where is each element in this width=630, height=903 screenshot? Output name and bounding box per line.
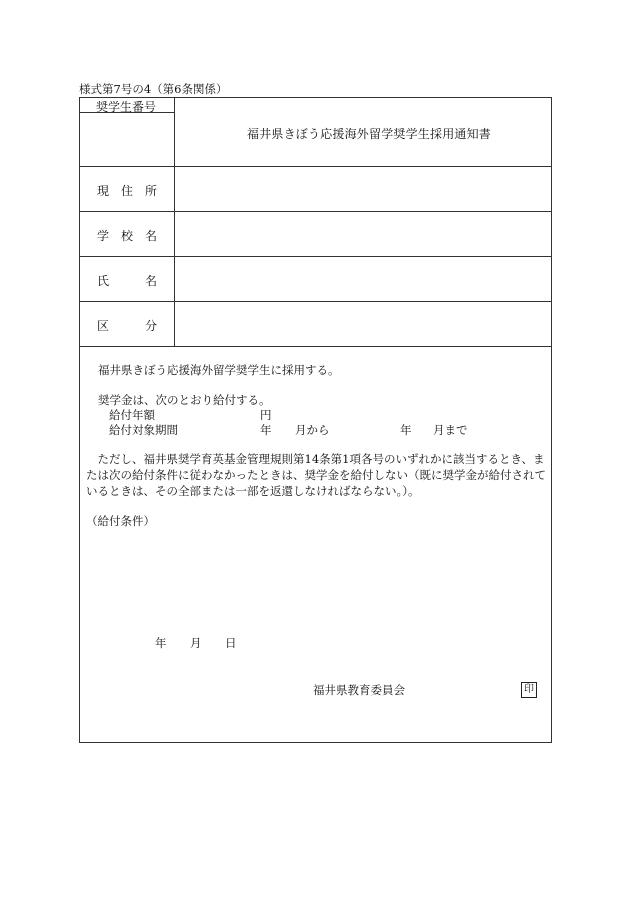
date-month: 月 [190, 636, 202, 650]
form-number: 様式第7号の4（第6条関係） [79, 82, 228, 96]
period-year-until: 年 [400, 423, 412, 437]
label-char: 氏 [97, 274, 110, 288]
divider [79, 211, 552, 212]
label-char: 所 [145, 184, 158, 198]
proviso-paragraph: ただし、福井県奨学育英基金管理規則第14条第1項各号のいずれかに該当するとき、または次の給付条件に従わなかったときは、奨学金を給付しない（既に奨学金が給付されているときは、その全部または一部を返還しなければならない。）。 [86, 452, 546, 498]
period-month-until: 月まで [433, 423, 468, 437]
date-year: 年 [155, 636, 167, 650]
period-label: 給付対象期間 [109, 423, 178, 437]
conditions-label: （給付条件） [86, 514, 155, 528]
label-char: 現 [97, 184, 110, 198]
seal-mark: 印 [521, 682, 537, 698]
scholarship-number-label: 奨学生番号 [96, 100, 157, 114]
label-char: 校 [121, 229, 134, 243]
document-title: 福井県きぼう応援海外留学奨学生採用通知書 [247, 127, 492, 141]
divider [79, 346, 552, 347]
adoption-statement: 福井県きぼう応援海外留学奨学生に採用する。 [98, 363, 340, 377]
yen-unit: 円 [260, 408, 272, 422]
label-char: 名 [145, 229, 158, 243]
date-day: 日 [225, 636, 237, 650]
label-char: 住 [121, 184, 134, 198]
label-char: 分 [145, 319, 158, 333]
divider [174, 97, 175, 346]
period-year-from: 年 [260, 423, 272, 437]
divider [79, 256, 552, 257]
label-char: 学 [97, 229, 110, 243]
divider [79, 301, 552, 302]
label-char: 名 [145, 274, 158, 288]
divider [79, 166, 552, 167]
annual-amount-label: 給付年額 [109, 408, 155, 422]
period-month-from: 月から [295, 423, 330, 437]
issuer: 福井県教育委員会 [313, 683, 405, 697]
payment-intro: 奨学金は、次のとおり給付する。 [98, 393, 271, 407]
label-char: 区 [97, 319, 110, 333]
